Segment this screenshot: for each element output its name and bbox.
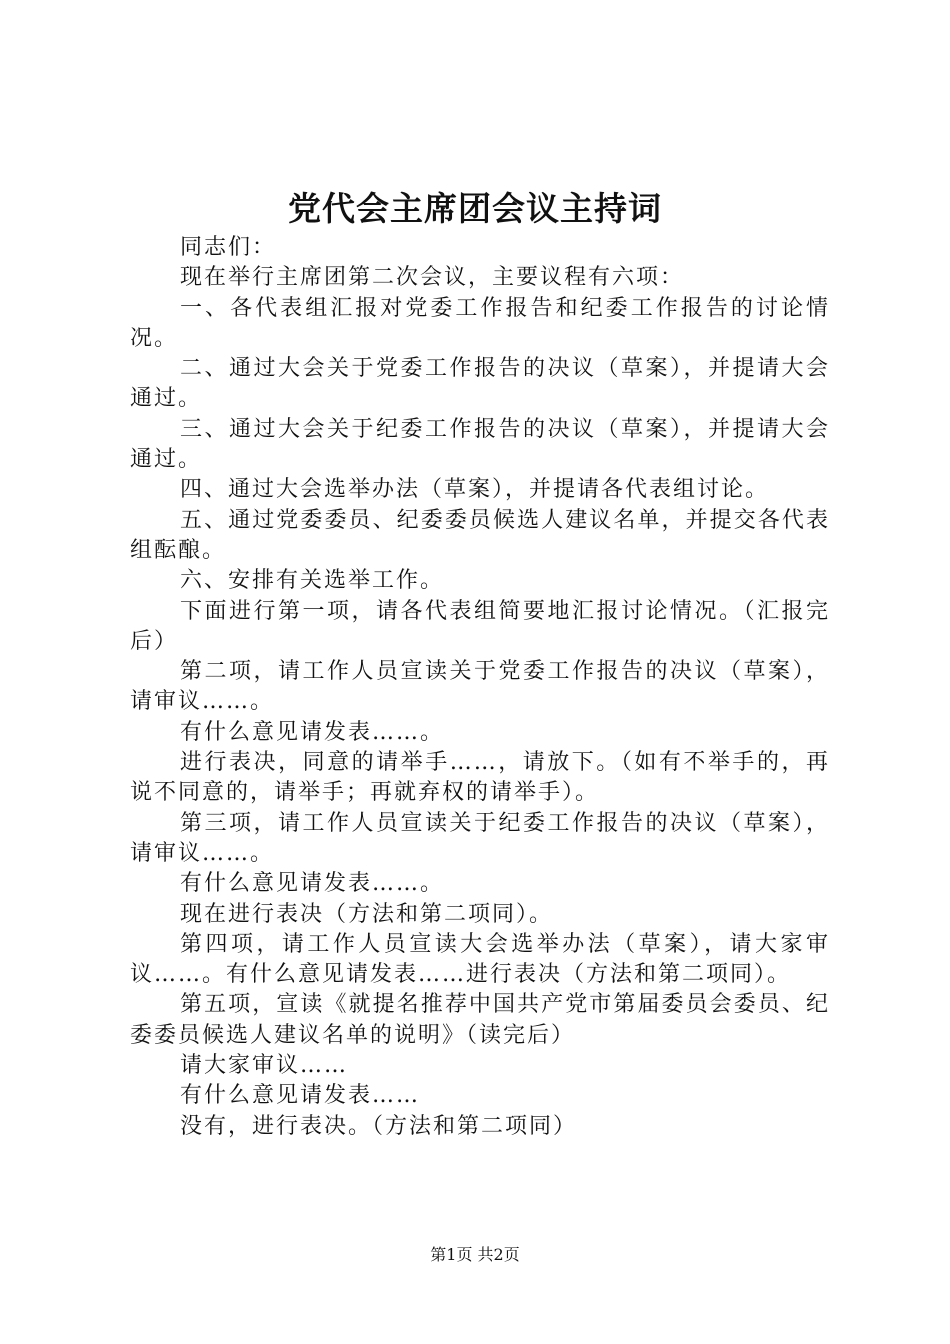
agenda-item-1: 一、各代表组汇报对党委工作报告和纪委工作报告的讨论情况。 [130,295,830,351]
paragraph-item-2-vote: 进行表决，同意的请举手……，请放下。（如有不举手的，再说不同意的，请举手；再就弃权的请举手）。 [130,750,830,806]
document-body [130,233,830,1142]
agenda-item-5: 五、通过党委委员、纪委委员候选人建议名单，并提交各代表组酝酿。 [130,507,830,563]
page-footer: 第1页 共2页 [430,1245,520,1264]
agenda-item-2: 二、通过大会关于党委工作报告的决议（草案），并提请大会通过。 [130,356,830,412]
paragraph-item-3-read: 第三项，请工作人员宣读关于纪委工作报告的决议（草案），请审议……。 [130,810,830,866]
document-title: 党代会主席团会议主持词 [288,189,662,228]
paragraph-item-5: 第五项，宣读《就提名推荐中国共产党市第届委员会委员、纪委委员候选人建议名单的说明》（读完后） [130,992,830,1048]
agenda-item-3: 三、通过大会关于纪委工作报告的决议（草案），并提请大会通过。 [130,416,830,473]
paragraph-item-2-read: 第二项，请工作人员宣读关于党委工作报告的决议（草案），请审议……。 [130,659,830,715]
agenda-item-6: 六、安排有关选举工作。 [180,568,445,594]
paragraph-item-5-review: 请大家审议…… [180,1053,349,1079]
paragraph-intro: 现在举行主席团第二次会议，主要议程有六项： [180,265,685,291]
paragraph-item-1-proceed: 下面进行第一项，请各代表组简要地汇报讨论情况。（汇报完后） [130,598,830,654]
paragraph-item-4: 第四项，请工作人员宣读大会选举办法（草案），请大家审议……。有什么意见请发表……进行表决（方法和第二项同）。 [130,931,830,988]
paragraph-item-3-vote: 现在进行表决（方法和第二项同）。 [180,901,554,927]
paragraph-item-2-opinions: 有什么意见请发表……。 [180,719,445,745]
paragraph-item-3-opinions: 有什么意见请发表……。 [180,871,445,897]
paragraph-item-5-opinions: 有什么意见请发表…… [180,1083,421,1109]
paragraph-item-5-vote: 没有，进行表决。（方法和第二项同） [180,1113,578,1139]
agenda-item-4: 四、通过大会选举办法（草案），并提请各代表组讨论。 [180,477,770,503]
paragraph-greeting: 同志们： [180,235,277,260]
